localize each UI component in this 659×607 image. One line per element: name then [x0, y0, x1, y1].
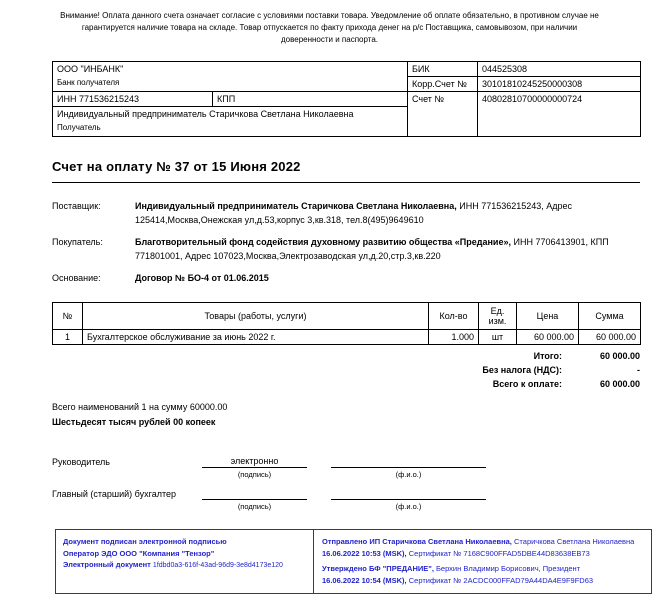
payment-warning-text: Внимание! Оплата данного счета означает согласие с условиями поставки товара. Уведомление об оплате обязательно, в противном случае не гарантируется наличие товара на складе. Товар отпускается по факту прихода денег на р/с Поставщика, самовывозом, при наличии доверенности и паспорта. [60, 11, 599, 44]
supplier-name: Индивидуальный предприниматель Старичкова Светлана Николаевна, [135, 201, 457, 211]
bik-label: БИК [408, 62, 478, 77]
title-divider [52, 182, 640, 183]
approved-cert: Сертификат № 2ACDC000FFAD79A44DA4E9F9FD63 [408, 575, 594, 585]
account-label: Счет № [408, 92, 478, 137]
inn-cell: ИНН 771536215243 [53, 92, 213, 107]
col-header-price: Цена [517, 302, 579, 329]
items-table [52, 302, 641, 345]
corr-account-label: Корр.Счет № [408, 77, 478, 92]
total-row-itogo [52, 351, 640, 361]
sent-label: Отправлено [322, 537, 368, 547]
total-nds-value: - [637, 364, 640, 375]
corr-account-value: 30101810245250000308 [478, 77, 641, 92]
signatures-section [52, 456, 659, 511]
sent-datetime: 16.06.2022 10:53 (MSK), [322, 548, 407, 558]
kpp-cell: КПП [213, 92, 408, 107]
basis-row [52, 272, 640, 286]
director-fio-caption: (ф.и.о.) [395, 470, 422, 480]
item-name: Бухгалтерское обслуживание за июнь 2022 г. [83, 329, 429, 344]
account-value: 40802810700000000724 [478, 92, 641, 137]
sent-cert: Сертификат № 7168C900FFAD5DBE44D83638EB73 [408, 548, 590, 558]
supplier-details: ИНН 771536215243, Адрес 125414,Москва,Онежская ул,д.53,корпус 3,кв.318, тел.8(495)9649610 [135, 201, 573, 225]
sent-person: Старичкова Светлана Николаевна [514, 537, 635, 547]
buyer-name: Благотворительный фонд содействия духовному развитию общества «Предание», [135, 237, 511, 247]
recipient-name: Индивидуальный предприниматель Старичкова Светлана Николаевна [57, 109, 354, 119]
approved-label: Утверждено [322, 564, 367, 574]
electronic-document-id: 1fdbd0a3-616f-43ad-96d9-3e8d4173e120 [152, 562, 283, 570]
supplier-value [135, 200, 640, 227]
item-price: 60 000.00 [517, 329, 579, 344]
recipient-cell [53, 107, 408, 137]
approved-datetime: 16.06.2022 10:54 (MSK), [322, 575, 407, 585]
bank-name: ООО "ИНБАНК" [57, 64, 124, 74]
basis-value: Договор № БО-4 от 01.06.2015 [135, 273, 269, 283]
col-header-qty: Кол-во [429, 302, 479, 329]
accountant-signature-row [52, 488, 659, 511]
accountant-fio-line [331, 488, 486, 500]
totals-block [52, 351, 640, 389]
amount-in-words: Шестьдесят тысяч рублей 00 копеек [52, 416, 216, 427]
director-fio-line [331, 456, 486, 468]
esign-info-right [314, 530, 651, 593]
item-qty: 1.000 [429, 329, 479, 344]
col-header-num: № [53, 302, 83, 329]
accountant-fio-block [331, 488, 486, 511]
bank-recipient-bank-cell [53, 62, 408, 92]
edo-operator: Оператор ЭДО ООО "Компания "Тензор" [63, 548, 215, 558]
bank-details-table [52, 61, 641, 137]
sent-cert-line [322, 548, 643, 560]
buyer-row [52, 236, 640, 263]
sent-org: ИП Старичкова Светлана Николаевна, [369, 537, 512, 547]
accountant-sign-block [202, 488, 307, 511]
approved-person: Берхин Владимир Борисович, Президент [436, 564, 581, 574]
total-itogo-label: Итого: [533, 350, 562, 361]
total-nds-label: Без налога (НДС): [482, 364, 562, 375]
director-sign-line: электронно [202, 456, 307, 468]
electronic-document-label: Электронный документ [63, 560, 151, 570]
supplier-label: Поставщик: [52, 201, 101, 211]
item-num: 1 [53, 329, 83, 344]
approved-cert-line [322, 575, 643, 587]
approved-line [322, 563, 643, 575]
table-row [53, 329, 641, 344]
item-unit: шт [479, 329, 517, 344]
electronic-signature-box [55, 529, 652, 594]
esign-info-left [56, 530, 314, 593]
col-header-name: Товары (работы, услуги) [83, 302, 429, 329]
supplier-row [52, 200, 640, 227]
accountant-label: Главный (старший) бухгалтер [52, 489, 177, 500]
bik-value: 044525308 [478, 62, 641, 77]
total-row-nds [52, 365, 640, 375]
items-header-row [53, 302, 641, 329]
summary-block [52, 400, 659, 431]
buyer-label: Покупатель: [52, 237, 103, 247]
invoice-title: Счет на оплату № 37 от 15 Июня 2022 [52, 159, 301, 174]
approved-org: БФ "ПРЕДАНИЕ", [368, 564, 434, 574]
accountant-sign-caption: (подпись) [237, 502, 272, 512]
recipient-label: Получатель [57, 123, 101, 132]
buyer-details: ИНН 7706413901, КПП 771801001, Адрес 107023,Москва,Электрозаводская ул,д.20,стр.3,кв.220 [135, 237, 609, 261]
sent-line [322, 536, 643, 548]
electronic-document-line [63, 559, 306, 572]
item-sum: 60 000.00 [579, 329, 641, 344]
bank-name-label: Банк получателя [57, 78, 120, 87]
director-fio-block [331, 456, 486, 479]
total-payable-label: Всего к оплате: [492, 378, 562, 389]
total-itogo-value: 60 000.00 [599, 350, 640, 361]
items-count-line: Всего наименований 1 на сумму 60000.00 [52, 401, 228, 412]
director-label: Руководитель [52, 457, 110, 468]
accountant-fio-caption: (ф.и.о.) [395, 502, 422, 512]
director-signature-row [52, 456, 659, 479]
esign-title: Документ подписан электронной подписью [63, 537, 227, 547]
director-sign-caption: (подпись) [237, 470, 272, 480]
accountant-sign-line [202, 488, 307, 500]
col-header-unit: Ед. изм. [479, 302, 517, 329]
total-row-payable [52, 379, 640, 389]
col-header-sum: Сумма [579, 302, 641, 329]
buyer-value [135, 236, 640, 263]
total-payable-value: 60 000.00 [599, 378, 640, 389]
basis-label: Основание: [52, 273, 101, 283]
director-sign-block [202, 456, 307, 479]
